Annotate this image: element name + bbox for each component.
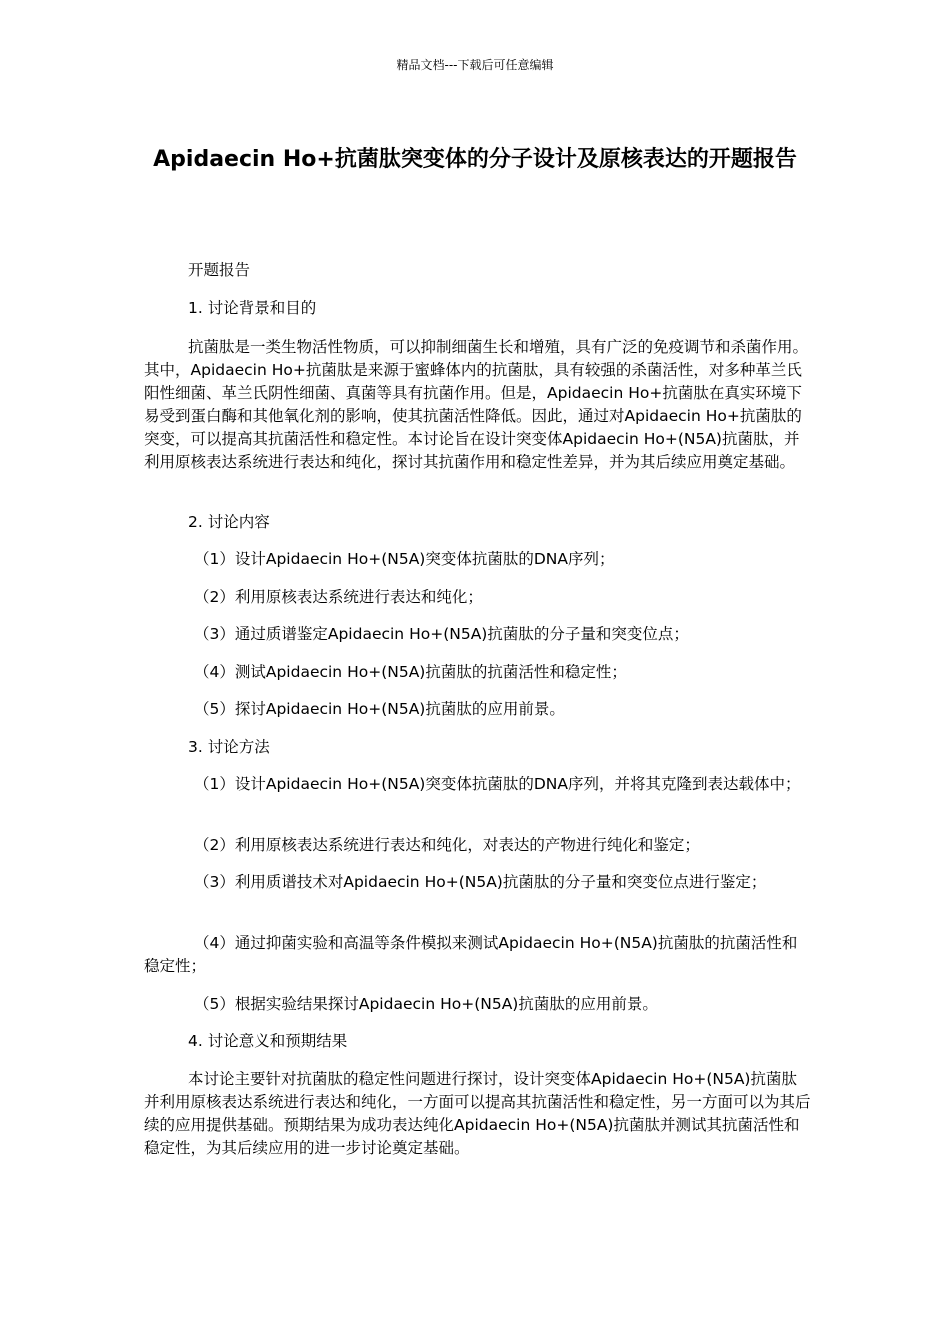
section-3-item: （3）利用质谱技术对Apidaecin Ho+(N5A)抗菌肽的分子量和突变位点进行鉴定； <box>194 873 767 891</box>
intro-label: 开题报告 <box>188 261 251 279</box>
section-3-heading: 3. 讨论方法 <box>188 738 270 756</box>
section-3-item: （1）设计Apidaecin Ho+(N5A)突变体抗菌肽的DNA序列，并将其克隆到表达载体中； <box>194 775 801 793</box>
section-3-item: （5）根据实验结果探讨Apidaecin Ho+(N5A)抗菌肽的应用前景。 <box>194 995 658 1013</box>
section-2-item: （2）利用原核表达系统进行表达和纯化； <box>194 588 483 606</box>
page-header-note: 精品文档---下载后可任意编辑 <box>396 58 554 72</box>
section-2-item: （1）设计Apidaecin Ho+(N5A)突变体抗菌肽的DNA序列； <box>194 550 615 568</box>
section-2-heading: 2. 讨论内容 <box>188 513 270 531</box>
section-2-item: （4）测试Apidaecin Ho+(N5A)抗菌肽的抗菌活性和稳定性； <box>194 663 627 681</box>
section-1-paragraph: 抗菌肽是一类生物活性物质，可以抑制细菌生长和增殖，具有广泛的免疫调节和杀菌作用。其中，Apidaecin Ho+抗菌肽是来源于蜜蜂体内的抗菌肽，具有较强的杀菌活性，对多种革兰氏阳性细菌、革兰氏阴性细菌、真菌等具有抗菌作用。但是，Apidaecin Ho+抗菌肽在真实环境下易受到蛋白酶和其他氧化剂的影响，使其抗菌活性降低。因此，通过对Apidaecin Ho+抗菌肽的突变，可以提高其抗菌活性和稳定性。本讨论旨在设计突变体Apidaecin Ho+(N5A)抗菌肽，并利用原核表达系统进行表达和纯化，探讨其抗菌作用和稳定性差异，并为其后续应用奠定基础。 <box>144 338 809 471</box>
document-title: Apidaecin Ho+抗菌肽突变体的分子设计及原核表达的开题报告 <box>153 147 797 172</box>
section-4-paragraph: 本讨论主要针对抗菌肽的稳定性问题进行探讨，设计突变体Apidaecin Ho+(N5A)抗菌肽并利用原核表达系统进行表达和纯化，一方面可以提高其抗菌活性和稳定性，另一方面可以为其后续的应用提供基础。预期结果为成功表达纯化Apidaecin Ho+(N5A)抗菌肽并测试其抗菌活性和稳定性，为其后续应用的进一步讨论奠定基础。 <box>144 1070 811 1157</box>
section-2-item: （3）通过质谱鉴定Apidaecin Ho+(N5A)抗菌肽的分子量和突变位点； <box>194 625 689 643</box>
section-2-item: （5）探讨Apidaecin Ho+(N5A)抗菌肽的应用前景。 <box>194 700 565 718</box>
section-1-heading: 1. 讨论背景和目的 <box>188 299 317 317</box>
section-4-heading: 4. 讨论意义和预期结果 <box>188 1032 348 1050</box>
section-3-item: （4）通过抑菌实验和高温等条件模拟来测试Apidaecin Ho+(N5A)抗菌肽的抗菌活性和稳定性； <box>144 934 798 975</box>
section-3-item: （2）利用原核表达系统进行表达和纯化，对表达的产物进行纯化和鉴定； <box>194 836 700 854</box>
